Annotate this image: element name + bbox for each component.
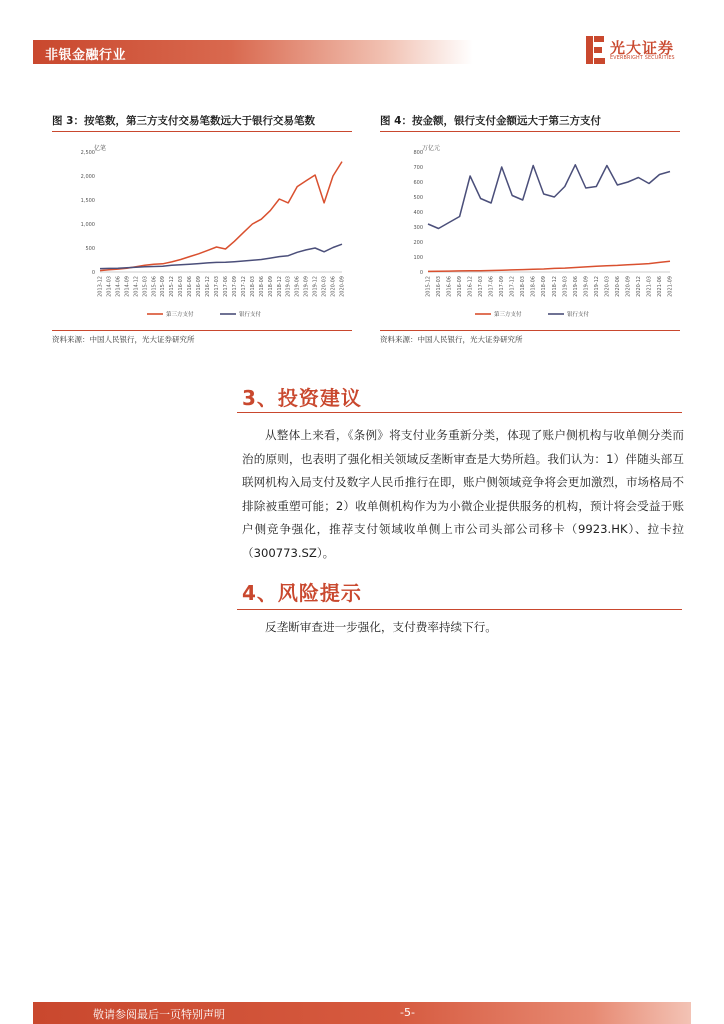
x-tick-label: 2020-12 <box>635 276 642 297</box>
legend-label: 第三方支付 <box>494 312 522 318</box>
logo-name: 光大证券 <box>610 39 675 57</box>
figure-4 <box>380 112 680 344</box>
x-tick-label: 2020-06 <box>614 276 621 297</box>
y-tick-label: 600 <box>413 180 423 186</box>
x-tick-label: 2021-06 <box>656 276 663 297</box>
x-tick-label: 2018-09 <box>541 276 548 297</box>
x-tick-label: 2020-03 <box>321 276 328 297</box>
y-unit-label: 万亿元 <box>422 145 441 152</box>
x-tick-label: 2013-12 <box>97 276 104 297</box>
x-tick-label: 2019-06 <box>572 276 579 297</box>
x-tick-label: 2020-06 <box>330 276 337 297</box>
y-tick-label: 2,500 <box>80 150 95 156</box>
figure-4-chart <box>380 140 680 330</box>
figure-3-svg <box>52 140 352 330</box>
x-tick-label: 2019-03 <box>562 276 569 297</box>
y-tick-label: 100 <box>413 255 423 261</box>
x-tick-label: 2016-12 <box>205 276 212 297</box>
x-tick-label: 2018-09 <box>267 276 274 297</box>
x-tick-label: 2017-09 <box>499 276 506 297</box>
y-tick-label: 200 <box>413 240 423 246</box>
figure-3-title: 图 3：按笔数，第三方支付交易笔数远大于银行交易笔数 <box>52 115 315 127</box>
x-tick-label: 2016-03 <box>178 276 185 297</box>
y-tick-label: 0 <box>91 270 95 276</box>
y-tick-label: 500 <box>413 195 423 201</box>
x-tick-label: 2021-03 <box>646 276 653 297</box>
page-number: -5- <box>400 1006 415 1019</box>
logo-subtitle: EVERBRIGHT SECURITIES <box>610 56 675 61</box>
series-line-third-party <box>428 261 670 271</box>
x-tick-label: 2019-09 <box>583 276 590 297</box>
x-tick-label: 2018-03 <box>520 276 527 297</box>
figure-4-rule <box>380 131 680 132</box>
series-line-bank <box>428 165 670 229</box>
figure-3-source: 资料来源：中国人民银行，光大证券研究所 <box>52 330 352 345</box>
figure-4-title: 图 4：按金额，银行支付金额远大于第三方支付 <box>380 115 601 127</box>
footer-disclaimer: 敬请参阅最后一页特别声明 <box>93 1008 225 1021</box>
x-tick-label: 2019-06 <box>294 276 301 297</box>
legend-label: 第三方支付 <box>166 312 194 318</box>
y-tick-label: 1,500 <box>80 198 95 204</box>
heading-risk-warning-rule <box>237 609 682 610</box>
x-tick-label: 2015-09 <box>160 276 167 297</box>
x-tick-label: 2018-12 <box>551 276 558 297</box>
x-tick-label: 2018-06 <box>530 276 537 297</box>
heading-risk-warning: 4、风险提示 <box>242 581 362 605</box>
y-tick-label: 0 <box>419 270 423 276</box>
y-tick-label: 2,000 <box>80 174 95 180</box>
y-unit-label: 亿笔 <box>94 145 107 152</box>
y-tick-label: 300 <box>413 225 423 231</box>
series-line-third-party <box>100 162 342 271</box>
footer-bar <box>33 1002 691 1024</box>
x-tick-label: 2016-03 <box>436 276 443 297</box>
y-tick-label: 400 <box>413 210 423 216</box>
x-tick-label: 2016-06 <box>446 276 453 297</box>
x-tick-label: 2018-03 <box>249 276 256 297</box>
figure-4-svg <box>380 140 680 330</box>
x-tick-label: 2017-09 <box>231 276 238 297</box>
legend-label: 银行支付 <box>239 312 262 318</box>
x-tick-label: 2019-03 <box>285 276 292 297</box>
x-tick-label: 2015-12 <box>169 276 176 297</box>
heading-investment-advice-rule <box>237 412 682 413</box>
section-title: 非银金融行业 <box>45 48 127 63</box>
figure-4-source: 资料来源：中国人民银行，光大证券研究所 <box>380 330 680 345</box>
figure-3 <box>52 112 352 344</box>
figure-3-chart <box>52 140 352 330</box>
x-tick-label: 2015-12 <box>425 276 432 297</box>
x-tick-label: 2015-06 <box>151 276 158 297</box>
x-tick-label: 2019-12 <box>593 276 600 297</box>
x-tick-label: 2014-09 <box>124 276 131 297</box>
x-tick-label: 2017-06 <box>222 276 229 297</box>
x-tick-label: 2019-12 <box>312 276 319 297</box>
x-tick-label: 2020-09 <box>625 276 632 297</box>
x-tick-label: 2020-03 <box>604 276 611 297</box>
x-tick-label: 2021-09 <box>667 276 674 297</box>
y-tick-label: 1,000 <box>80 222 95 228</box>
y-tick-label: 700 <box>413 165 423 171</box>
y-tick-label: 500 <box>85 246 95 252</box>
logo-mark-icon <box>586 36 606 64</box>
x-tick-label: 2016-09 <box>457 276 464 297</box>
x-tick-label: 2014-06 <box>115 276 122 297</box>
x-tick-label: 2018-06 <box>258 276 265 297</box>
investment-advice-text: 从整体上来看，《条例》将支付业务重新分类，体现了账户侧机构与收单侧分类而治的原则，也表明了强化相关领域反垄断审查是大势所趋。我们认为：1）伴随头部互联网机构入局支付及数字人民币推行在即，账户侧领域竞争将会更加激烈，市场格局不排除被重塑可能；2）收单侧机构作为为小微企业提供服务的机构，预计将会受益于账户侧竞争强化，推荐支付领域收单侧上市公司头部公司移卡（9923.HK）、拉卡拉（300773.SZ）。 <box>242 428 684 560</box>
risk-warning-text: 反垄断审查进一步强化，支付费率持续下行。 <box>265 620 497 634</box>
x-tick-label: 2016-09 <box>196 276 203 297</box>
x-tick-label: 2015-03 <box>142 276 149 297</box>
x-tick-label: 2014-03 <box>106 276 113 297</box>
x-tick-label: 2017-03 <box>214 276 221 297</box>
x-tick-label: 2016-12 <box>467 276 474 297</box>
brand-logo <box>586 36 692 68</box>
x-tick-label: 2017-12 <box>240 276 247 297</box>
heading-investment-advice: 3、投资建议 <box>242 386 362 410</box>
x-tick-label: 2020-09 <box>339 276 346 297</box>
header-bar <box>33 40 473 64</box>
x-tick-label: 2017-03 <box>478 276 485 297</box>
x-tick-label: 2014-12 <box>133 276 140 297</box>
x-tick-label: 2019-09 <box>303 276 310 297</box>
x-tick-label: 2017-12 <box>509 276 516 297</box>
figure-3-rule <box>52 131 352 132</box>
legend-label: 银行支付 <box>567 312 590 318</box>
x-tick-label: 2016-06 <box>187 276 194 297</box>
y-tick-label: 800 <box>413 150 423 156</box>
x-tick-label: 2018-12 <box>276 276 283 297</box>
x-tick-label: 2017-06 <box>488 276 495 297</box>
